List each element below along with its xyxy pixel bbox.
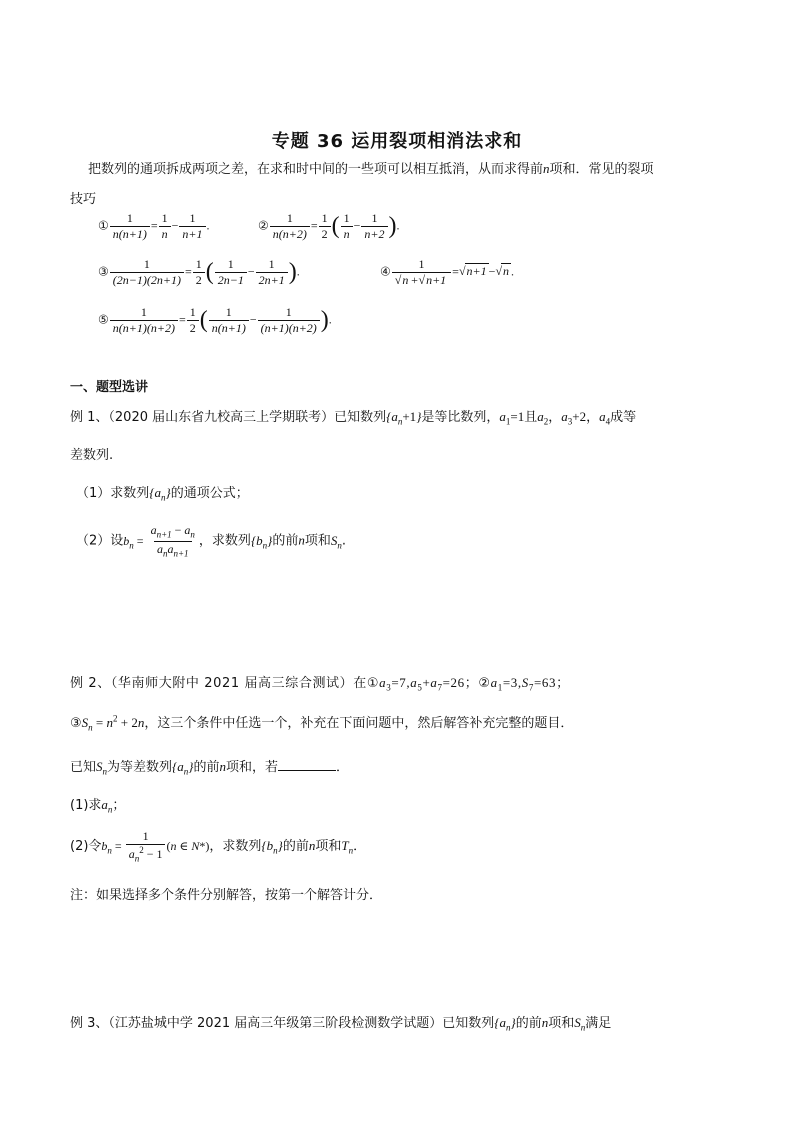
formula-3: ③ $\frac{1}{(2n-1)(2n+1)}$ = $\frac{1}{2}$ ( $\frac{1}{2n-1}$ − $\frac{1}{2n+1}$ ). xyxy=(98,257,300,288)
formula-5: ⑤ $\frac{1}{n(n+1)(n+2)}$ = $\frac{1}{2}$ ( $\frac{1}{n(n+1)}$ − $\frac{1}{(n+1)(n+2)}$ ). xyxy=(98,305,332,336)
formula-1: ① $\frac{1}{n(n+1)}$ = $\frac{1}{n}$ − $\frac{1}{n+1}$ . xyxy=(98,211,210,242)
page-title: 专题 36 运用裂项相消法求和 xyxy=(271,131,523,152)
example-2-question-2: (2)令$b_n$ = $\frac{1}{a_n^2 - 1}$ (n ∈ N*)，求数列$\{b_n\}$的前n项和$T_n$． xyxy=(70,829,367,864)
example-2-line-2: $③S_n = n^2 + 2n$，这三个条件中任选一个，补充在下面问题中，然后解答补充完整的题目． xyxy=(70,713,574,733)
example-2-note: 注：如果选择多个条件分别解答，按第一个解答计分． xyxy=(70,888,383,903)
example-2-line-1: 例 2、（华南师大附中 2021 届高三综合测试）在$①a_3=7,a_5+a_7=26$；$②a_1=3,S_7=63$； xyxy=(70,675,570,693)
formula-2: ② $\frac{1}{n(n+2)}$ = $\frac{1}{2}$ ( $\frac{1}{n}$ − $\frac{1}{n+2}$ ). xyxy=(258,211,400,242)
example-1-line-1: 例 1、（2020 届山东省九校高三上学期联考）已知数列$\{a_n+1\}$是等比数列，$a_1=1$且$a_2$，$a_3+2$，$a_4$成等 xyxy=(70,409,637,427)
answer-blank xyxy=(278,758,336,771)
intro-line-2: 技巧 xyxy=(70,192,97,207)
example-2-question-1: (1)求$a_n$； xyxy=(70,797,126,815)
example-3-line-1: 例 3、（江苏盐城中学 2021 届高三年级第三阶段检测数学试题）已知数列$\{a_n\}$的前n项和$S_n$满足 xyxy=(70,1015,612,1033)
intro-line-1: 把数列的通项拆成两项之差，在求和时中间的一些项可以相互抵消，从而求得前n项和．常见的裂项 xyxy=(88,161,654,177)
example-2-line-3: 已知$S_n$为等差数列$\{a_n\}$的前n项和，若 ． xyxy=(70,759,349,777)
formula-4: ④ $\frac{1}{√n +√n+1}$ =√n+1 −√n . xyxy=(380,257,515,288)
example-1-question-1: （1）求数列$\{a_n\}$的通项公式； xyxy=(76,485,249,503)
section-heading: 一、题型选讲 xyxy=(70,380,149,395)
example-1-line-2: 差数列. xyxy=(70,448,114,463)
example-1-question-2: （2）设$b_n$ = $\frac{a_{n+1} - a_n}{a_na_{n+1}}$ ，求数列$\{b_n\}$的前n项和$S_n$. xyxy=(76,523,347,559)
